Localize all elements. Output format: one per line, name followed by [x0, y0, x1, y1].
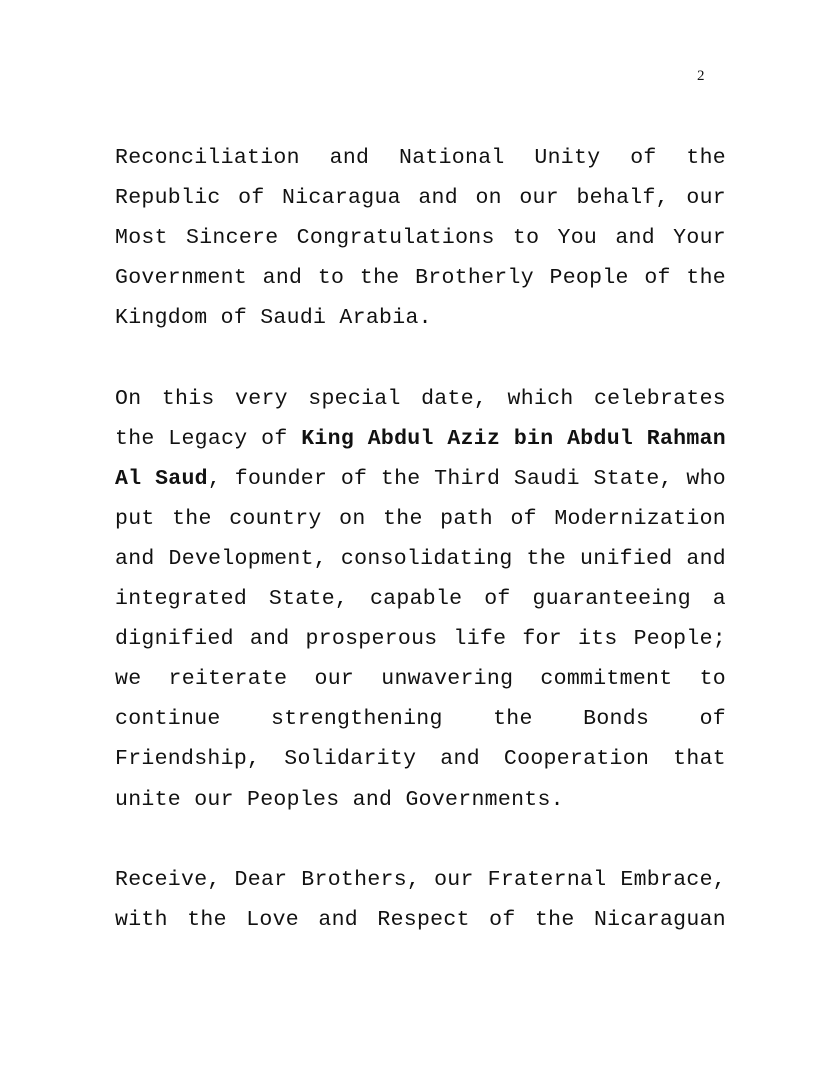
page-number: 2 — [697, 68, 705, 84]
paragraph-legacy-intro: On this very special date, which celebrates the Legacy of — [115, 386, 726, 451]
paragraph-legacy — [115, 379, 726, 820]
paragraph-embrace: Receive, Dear Brothers, our Fraternal Embrace, with the Love and Respect of the Nicaraguan — [115, 867, 726, 932]
king-name: King Abdul Aziz bin Abdul Rahman Al Saud — [115, 426, 726, 491]
paragraph-legacy-body: , founder of the Third Saudi State, who put the country on the path of Modernization and Development, consolidating the unified and integrated State, capable of guaranteeing a dignified and prosperous life for its People; we reiterate our unwavering commitment to continue strengthening the Bonds of Friendship, Solidarity and Cooperation that unite our Peoples and Governments. — [115, 466, 726, 812]
letter-body — [115, 138, 726, 940]
paragraph-congratulations: Reconciliation and National Unity of the Republic of Nicaragua and on our behalf, our Most Sincere Congratulations to You and Your Government and to the Brotherly People of the Kingdom of Saudi Arabia. — [115, 146, 726, 331]
